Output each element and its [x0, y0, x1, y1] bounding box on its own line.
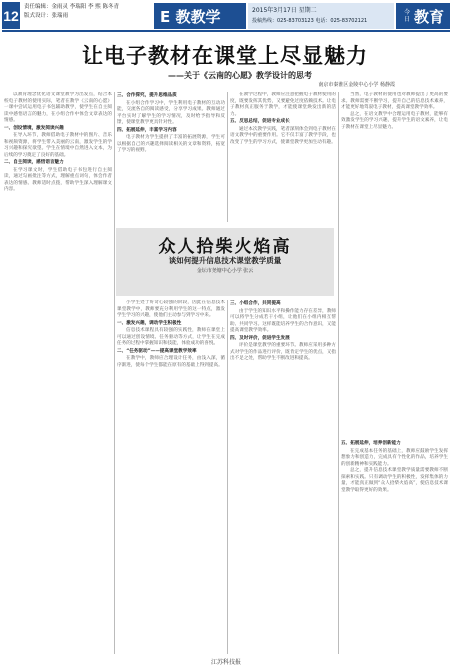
logo-big-text: 教育: [413, 7, 444, 26]
column-divider: [227, 92, 228, 222]
section-heading: 四、拓展延伸，丰富学习内容: [117, 127, 177, 133]
section-heading: 二、“任务驱动”——提高课堂教学效率: [117, 348, 197, 354]
article2-byline: 金坛市尧塘中心小学 张云: [196, 268, 254, 274]
paragraph: 总之，提升信息技术课堂教学质量需要教师不断探索和实践。只有调动学生的积极性，发挥集体的力量，才能真正做到“众人拾柴火焰高”，使信息技术课堂教学取得更好的效果。: [341, 468, 448, 493]
section-title: E 教教学: [154, 3, 246, 29]
masthead: [2, 2, 450, 30]
article1-column-3: [230, 92, 336, 222]
newspaper-logo: [396, 3, 450, 29]
credits-editors: 责任编辑：金雨灵 李瑞阳 李 熙 陈冬青: [24, 4, 119, 10]
paragraph: 小学生处于好奇心较强的阶段，因此在信息技术课堂教学中，教师要充分利用学生的这一特点，激发学生学习的兴趣，使他们主动参与到学习中来。: [117, 300, 225, 318]
section-heading: 一、激发兴趣，调动学生积极性: [117, 320, 182, 326]
credits-design: 版式设计：张瑞雨: [24, 13, 69, 19]
paragraph: 当然，电子教材的使用也对教师提出了更高的要求。教师需要不断学习，提升自己的信息技术素养，才能更好地驾驭电子教材，提高课堂教学效率。: [341, 92, 448, 110]
article2-title: 众人拾柴火焰高: [158, 237, 292, 257]
contact-info: 投稿热线：025-83703123 电话：025-83702121: [252, 18, 368, 24]
section-heading: 三、合作探究，提升思维品质: [117, 93, 177, 98]
masthead-rule: [2, 30, 450, 32]
article1-byline: 南京市秦淮区金陵中心小学 杨静霞: [318, 82, 395, 88]
paragraph: 总之，在语文教学中合理运用电子教材，能够有效激发学生的学习兴趣，提升学生的语文素养，让电子教材在课堂上尽显魅力。: [341, 111, 448, 130]
paragraph: 在完成基本任务的基础上，教师应鼓励学生发挥想象力和创造力，完成具有个性化的作品，培养学生的创新精神和实践能力。: [341, 448, 448, 467]
paragraph: 信息技术课程具有较强的实践性，教师在课堂上可以通过创设情境、任务驱动等方式，让学生在完成任务的过程中掌握知识和技能，体验成功的喜悦。: [117, 328, 225, 346]
article1-column-1: [4, 92, 112, 654]
issue-date: 2015年3月17日 星期二: [252, 7, 317, 14]
column-divider: [338, 92, 339, 654]
article2-subtitle: 谈如何提升信息技术课堂教学质量: [168, 256, 282, 265]
logo-small-text: 今日: [403, 9, 410, 23]
article2-title-box: [116, 228, 334, 296]
paragraph: 在导入环节，教师借助电子教材中的图片、音乐和视频资源，将学生带入美丽的云南，激发学生的学习兴趣和探究欲望。学生在情境中自然进入文本，为后续的学习奠定了良好的基础。: [4, 133, 112, 158]
date-bar: [248, 3, 394, 29]
paragraph: 在学习课文时，学生借助电子书包进行自主阅读，通过勾画批注等方式，理解重点词句，体会作者表达的情感。教师适时点拨，帮助学生深入理解课文内容。: [4, 167, 112, 192]
article2-column-2: [230, 300, 336, 654]
paragraph: 在教学中，教师应合理设计任务，由浅入深，循序渐进，使每个学生都能在原有的基础上得到提高。: [117, 356, 225, 368]
paragraph: 电子教材为学生提供了丰富的拓展资源，学生可以根据自己的兴趣选择阅读相关的文章和资料，拓宽了学习的视野。: [117, 135, 225, 153]
column-divider: [227, 300, 228, 654]
paragraph: 由于学生的知识水平和操作能力存在差异，教师可以将学生分成若干小组，让他们在小组内相互帮助、共同学习。这样既能培养学生的合作意识，又能提高课堂教学效率。: [230, 308, 336, 333]
page-footer: 江苏科技报: [210, 659, 241, 666]
section-heading: 四、及时评价，促进学生发展: [230, 335, 290, 341]
paragraph: 评价是课堂教学的重要环节。教师应采用多种方式对学生的作品进行评价，既肯定学生的优点，又指出不足之处，帮助学生不断改进和提高。: [230, 343, 336, 361]
section-heading: 二、自主阅读，感悟语言魅力: [4, 160, 64, 165]
section-heading: 一、创设情境，激发阅读兴趣: [4, 125, 64, 131]
article1-title: 让电子教材在课堂上尽显魅力: [82, 43, 368, 68]
column-divider: [114, 92, 115, 654]
article2-column-3: [341, 440, 448, 654]
article1-subtitle: ——关于《云南的心愿》教学设计的思考: [168, 71, 312, 80]
section-heading: 五、反思总结，促进专业成长: [230, 119, 290, 124]
page-number: 12: [2, 2, 20, 29]
section-heading: 三、小组合作，共同提高: [230, 301, 281, 306]
article1-column-2: [117, 92, 225, 222]
article2-column-1: [117, 300, 225, 654]
paragraph: 以教育理念优化语文课堂教学为出发点，结合本校电子教材的使用实际，笔者在教学《云南的心愿》一课中尝试运用电子书包辅助教学，使学生在自主阅读中感悟语言的魅力，在小组合作中体会文章表达的情感。: [4, 92, 112, 123]
credits: [24, 3, 154, 21]
paragraph: 在小组合作学习中，学生利用电子教材的互动功能，交流各自的阅读感受，分享学习成果。教师通过平台实时了解学生的学习情况，及时给予指导和反馈，使课堂教学更具针对性。: [117, 100, 225, 125]
section-heading: 五、拓展延伸，培养创新能力: [341, 441, 401, 446]
paragraph: 通过本次教学实践，笔者深刻体会到电子教材在语文教学中的重要作用。它不仅丰富了教学手段，也改变了学生的学习方式，使课堂教学更加生动有趣。: [230, 126, 336, 145]
paragraph: 在教学过程中，教师应注意把握电子教材使用的度，既要发挥其优势，又要避免过度依赖技术。让电子教材真正服务于教学，才能使课堂焕发出新的活力。: [230, 92, 336, 117]
